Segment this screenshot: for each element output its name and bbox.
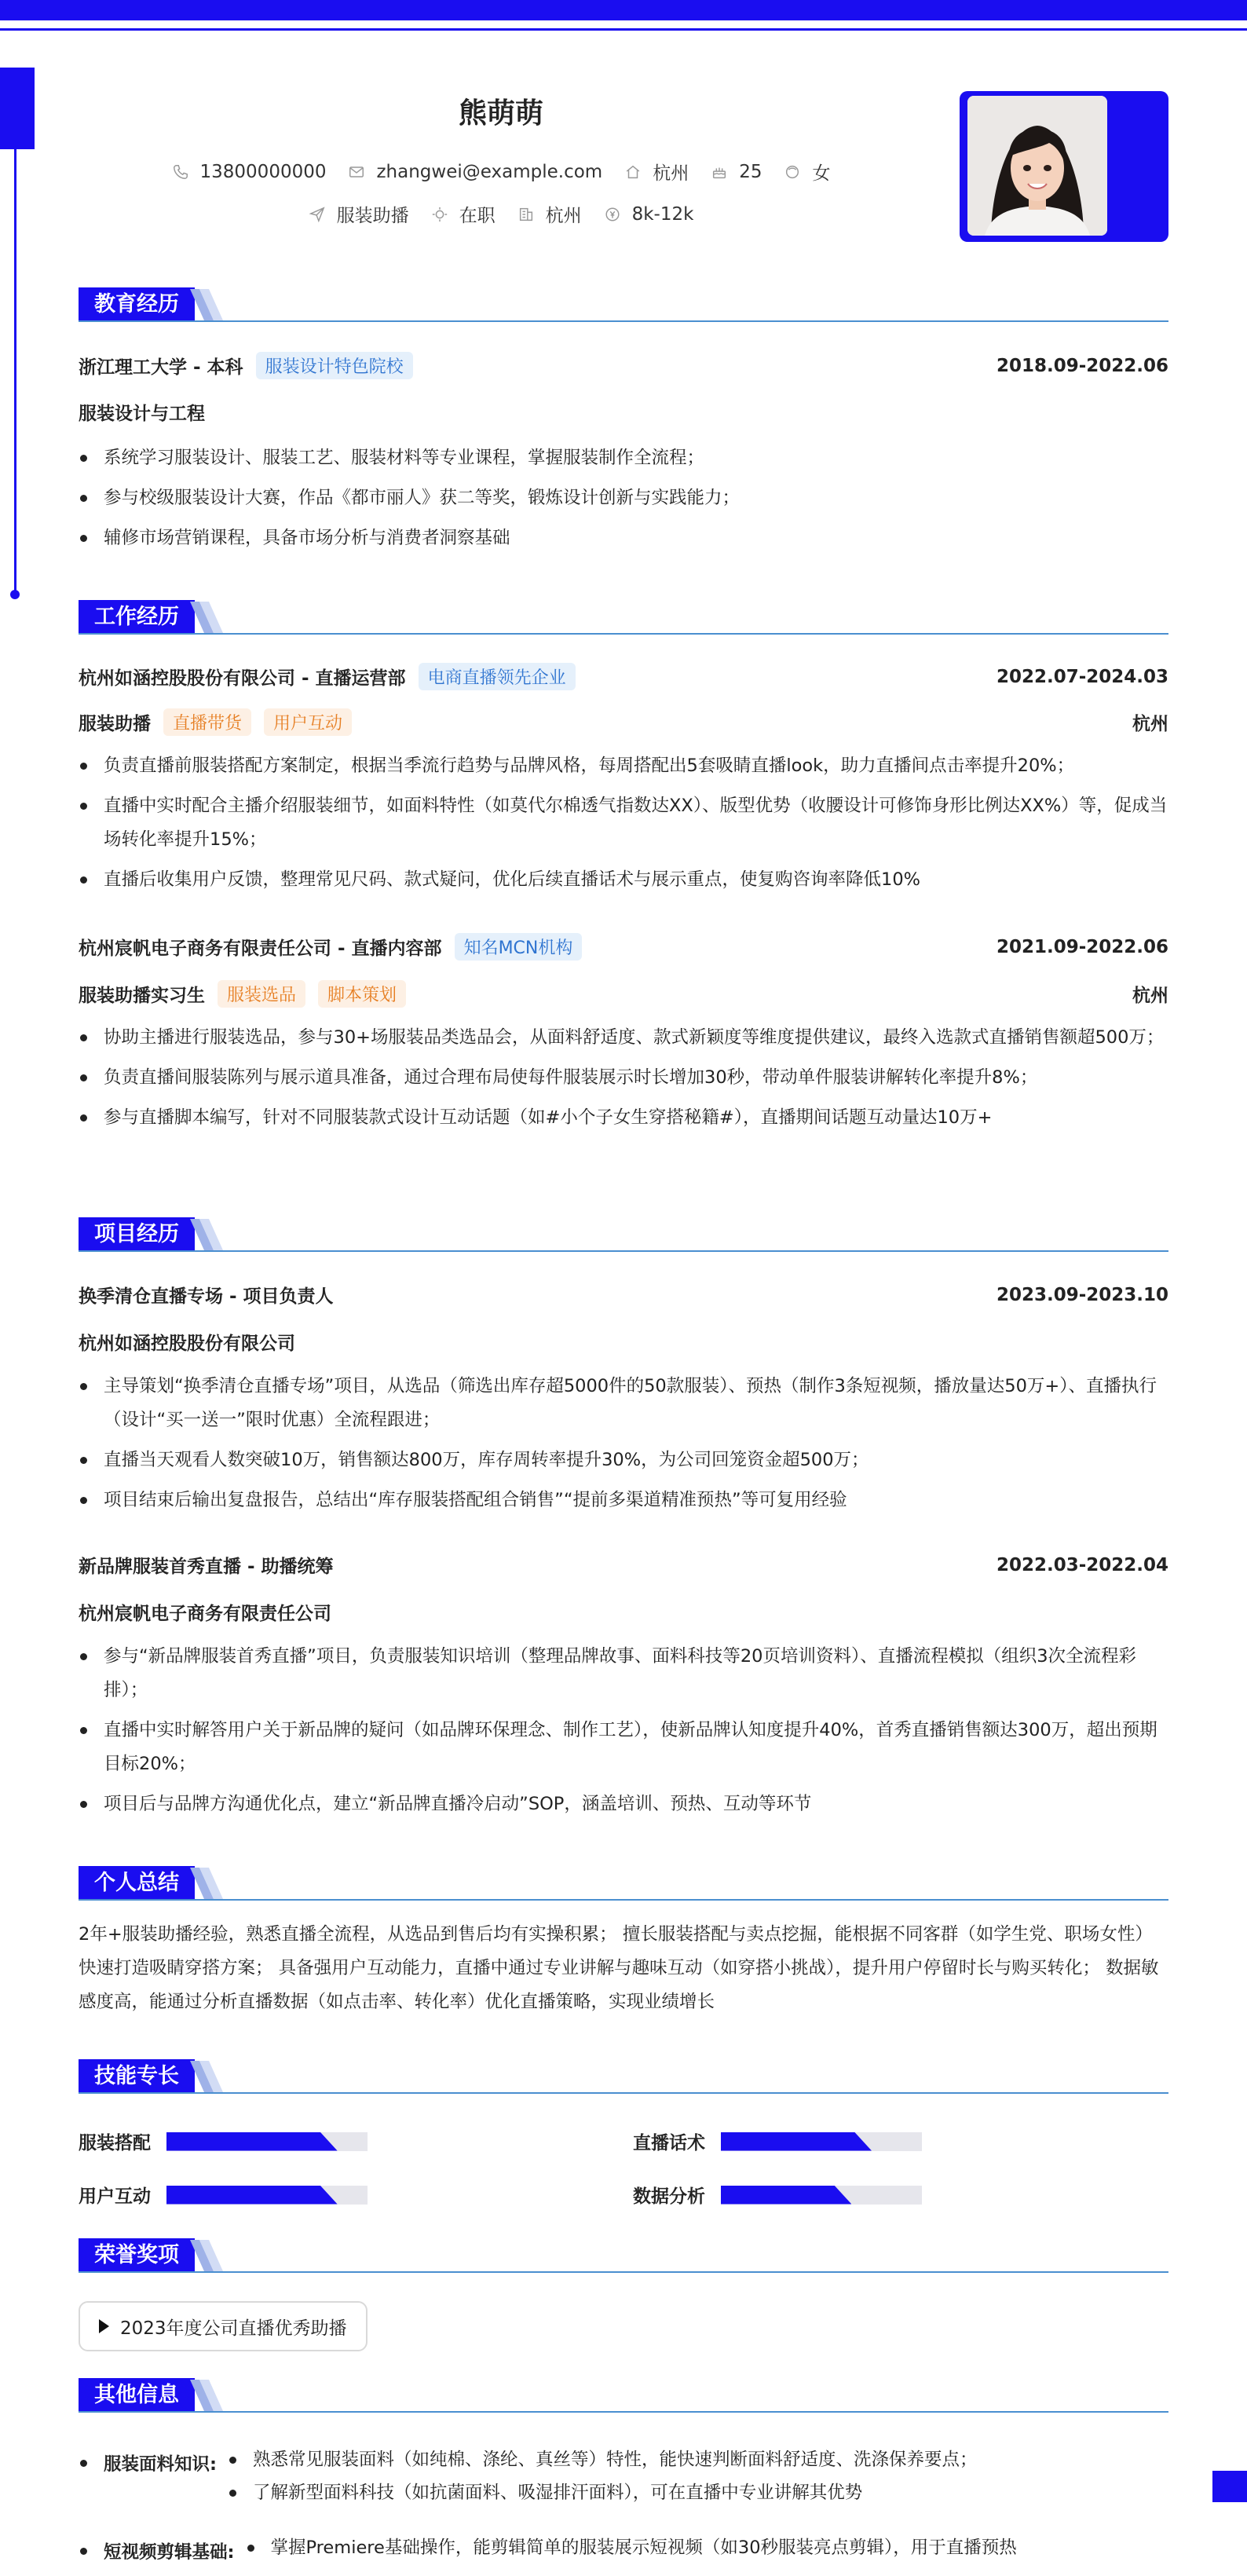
skill-fill [166, 2132, 338, 2151]
education-section [79, 287, 1168, 548]
list-item: 项目结束后输出复盘报告，总结出“库存服装搭配组合销售”“提前多渠道精准预热”等可复用经验 [79, 1484, 1168, 1517]
projects-section-title: 项目经历 [79, 1217, 195, 1252]
skills-section [79, 2059, 1168, 2207]
triangle-right-icon [99, 2319, 109, 2333]
list-item: 参与直播脚本编写，针对不同服装款式设计互动话题（如#小个子女生穿搭秘籍#），直播期间话题互动量达10万+ [79, 1101, 1168, 1135]
work-1-period: 2022.07-2024.03 [996, 666, 1168, 687]
left-accent-dot [10, 590, 20, 599]
phone-icon [172, 163, 189, 181]
other-info-list [246, 2538, 1017, 2568]
project-2-org-row [79, 1599, 1168, 1625]
project-1-title: 换季清仓直播专场 - 项目负责人 [79, 1286, 334, 1307]
gender-info [784, 159, 830, 185]
work-2-company: 杭州宸帆电子商务有限责任公司 - 直播内容部 [79, 939, 442, 959]
project-1-bullets [79, 1370, 1168, 1517]
projects-section-header [79, 1217, 1168, 1252]
candidate-name: 熊萌萌 [458, 97, 543, 130]
profile-photo [967, 96, 1107, 236]
project-2-org: 杭州宸帆电子商务有限责任公司 [79, 1604, 331, 1624]
other-info-video [79, 2538, 1168, 2568]
job-target-info [309, 201, 409, 227]
skill-item [633, 2128, 922, 2154]
projects-section [79, 1217, 1168, 1814]
honors-section [79, 2238, 1168, 2339]
summary-section-header [79, 1866, 1168, 1901]
project-1-period: 2023.09-2023.10 [996, 1284, 1168, 1305]
phone-info [172, 162, 327, 182]
photo-frame [960, 91, 1168, 242]
work-2-bullets [79, 1021, 1168, 1135]
major-row [79, 399, 1168, 425]
section-divider [79, 2411, 1168, 2413]
project-2-title: 新品牌服装首秀直播 - 助播统筹 [79, 1557, 334, 1577]
skill-item [79, 2182, 368, 2208]
work-1-company-tag: 电商直播领先企业 [419, 663, 576, 690]
gender-text: 女 [812, 163, 831, 184]
section-divider [79, 2092, 1168, 2094]
home-icon [624, 163, 642, 181]
list-item: 了解新型面料科技（如抗菌面料、吸湿排汗面料），可在直播中专业讲解其优势 [228, 2472, 978, 2513]
work-1-role-tag: 直播带货 [163, 708, 251, 736]
school-tag: 服装设计特色院校 [256, 352, 413, 379]
summary-section [79, 1866, 1168, 2012]
other-info-label: 短视频剪辑基础: [79, 2538, 235, 2568]
section-divider [79, 1899, 1168, 1901]
list-item: 参与校级服装设计大赛，作品《都市丽人》获二等奖，锻炼设计创新与实践能力； [79, 481, 1168, 515]
skill-label: 服装搭配 [79, 2133, 151, 2153]
education-period: 2018.09-2022.06 [996, 355, 1168, 376]
left-accent-line [14, 149, 16, 593]
skill-track [166, 2132, 368, 2151]
building-icon [517, 206, 535, 223]
right-accent-block [1212, 2471, 1247, 2502]
salary-text: 8k-12k [631, 203, 694, 225]
project-2-period: 2022.03-2022.04 [996, 1554, 1168, 1575]
status-text: 在职 [459, 206, 496, 226]
target-city-info [517, 201, 582, 227]
job-target-text: 服装助播 [336, 206, 409, 226]
age-text: 25 [739, 161, 762, 182]
work-2-city: 杭州 [1132, 986, 1168, 1006]
section-divider [79, 633, 1168, 635]
work-2-role: 服装助播实习生 [79, 986, 205, 1006]
list-item: 直播后收集用户反馈，整理常见尺码、款式疑问，优化后续直播话术与展示重点，使复购咨询率降低10% [79, 863, 1168, 897]
work-section [79, 600, 1168, 1128]
school-name: 浙江理工大学 - 本科 [79, 357, 243, 378]
section-tail-decoration [190, 600, 225, 635]
skill-item [79, 2128, 368, 2154]
section-divider [79, 2271, 1168, 2273]
skill-track [721, 2186, 922, 2205]
list-item: 主导策划“换季清仓直播专场”项目，从选品（筛选出库存超5000件的50款服装）、预热（制作3条短视频，播放量达50万+）、直播执行（设计“买一送一”限时优惠）全流程跟进； [79, 1370, 1168, 1437]
project-2-header-row [79, 1552, 1168, 1578]
city-text: 杭州 [653, 163, 689, 184]
phone-text: 13800000000 [199, 161, 327, 182]
list-item: 辅修市场营销课程，具备市场分析与消费者洞察基础 [79, 521, 1168, 555]
job-info-row [118, 201, 884, 227]
work-2-company-tag: 知名MCN机构 [455, 933, 583, 961]
top-accent-bar [0, 0, 1247, 20]
other-section [79, 2378, 1168, 2563]
honors-section-header [79, 2238, 1168, 2273]
list-item: 负责直播间服装陈列与展示道具准备，通过合理布局使每件服装展示时长增加30秒，带动单件服装讲解转化率提升8%； [79, 1061, 1168, 1095]
portrait-illustration [967, 96, 1107, 236]
skill-fill [166, 2186, 338, 2205]
other-section-header [79, 2378, 1168, 2413]
other-info-fabric [79, 2450, 1168, 2513]
project-1-org: 杭州如涵控股股份有限公司 [79, 1334, 295, 1354]
salary-icon [604, 206, 621, 223]
work-1-role-tag: 用户互动 [264, 708, 352, 736]
other-info-list [228, 2450, 978, 2513]
education-header-row [79, 352, 1168, 379]
skills-section-header [79, 2059, 1168, 2094]
email-text: zhangwei@example.com [376, 161, 603, 182]
other-section-title: 其他信息 [79, 2378, 195, 2413]
skill-label: 用户互动 [79, 2186, 151, 2207]
target-city-text: 杭州 [545, 206, 582, 226]
other-info-label: 服装面料知识: [79, 2450, 217, 2513]
list-item: 直播中实时配合主播介绍服装细节，如面料特性（如莫代尔棉透气指数达XX）、版型优势（收腰设计可修饰身形比例达XX%）等，促成当场转化率提升15%； [79, 789, 1168, 857]
list-item: 掌握Premiere基础操作，能剪辑简单的服装展示短视频（如30秒服装亮点剪辑），用于直播预热 [246, 2527, 1017, 2568]
section-tail-decoration [190, 2238, 225, 2273]
mail-icon [348, 163, 365, 181]
section-divider [79, 320, 1168, 322]
skill-item [633, 2182, 922, 2208]
skill-label: 直播话术 [633, 2133, 705, 2153]
age-info [711, 162, 762, 182]
skill-track [721, 2132, 922, 2151]
work-2-role-tag: 服装选品 [218, 980, 305, 1008]
work-1-city: 杭州 [1132, 714, 1168, 734]
work-2-header-row [79, 933, 1168, 961]
summary-text: 2年+服装助播经验，熟悉直播全流程，从选品到售后均有实操积累； 擅长服装搭配与卖点挖掘，能根据不同客群（如学生党、职场女性）快速打造吸睛穿搭方案； 具备强用户互动能力，直播中通过专业讲解与趣味互动（如穿搭小挑战），提升用户停留时长与购买转化； 数据敏感度高，能通过分析直播数据（如点击率、转化率）优化直播策略，实现业绩增长 [79, 1924, 1159, 2012]
project-2-bullets [79, 1640, 1168, 1821]
list-item: 负责直播前服装搭配方案制定，根据当季流行趋势与品牌风格，每周搭配出5套吸睛直播look，助力直播间点击率提升20%； [79, 749, 1168, 783]
salary-info [604, 204, 694, 225]
work-1-company: 杭州如涵控股股份有限公司 - 直播运营部 [79, 668, 406, 689]
skill-fill [721, 2132, 872, 2151]
section-tail-decoration [190, 2059, 225, 2094]
work-1-role: 服装助播 [79, 714, 151, 734]
honors-section-title: 荣誉奖项 [79, 2238, 195, 2273]
work-2-role-tag: 脚本策划 [318, 980, 406, 1008]
work-2-period: 2021.09-2022.06 [996, 936, 1168, 957]
cake-icon [711, 163, 728, 181]
status-icon [431, 206, 448, 223]
send-icon [309, 206, 326, 223]
top-accent-line [0, 28, 1247, 31]
contact-info-row [118, 159, 884, 185]
list-item: 协助主播进行服装选品，参与30+场服装品类选品会，从面料舒适度、款式新颖度等维度提供建议，最终入选款式直播销售额超500万； [79, 1021, 1168, 1055]
work-1-bullets [79, 749, 1168, 897]
major-name: 服装设计与工程 [79, 404, 205, 424]
work-1-header-row [79, 663, 1168, 690]
award-item[interactable] [79, 2301, 368, 2351]
status-info [431, 201, 496, 227]
left-accent-block [0, 68, 35, 149]
project-1-header-row [79, 1282, 1168, 1308]
city-info [624, 159, 689, 185]
list-item: 熟悉常见服装面料（如纯棉、涤纶、真丝等）特性，能快速判断面料舒适度、洗涤保养要点； [228, 2439, 978, 2480]
project-1-org-row [79, 1329, 1168, 1355]
award-label: 2023年度公司直播优秀助播 [120, 2318, 347, 2339]
summary-section-title: 个人总结 [79, 1866, 195, 1901]
skills-section-title: 技能专长 [79, 2059, 195, 2094]
skill-track [166, 2186, 368, 2205]
section-tail-decoration [190, 1866, 225, 1901]
section-divider [79, 1250, 1168, 1252]
skill-fill [721, 2186, 851, 2205]
gender-icon [784, 163, 801, 181]
list-item: 直播当天观看人数突破10万，销售额达800万，库存周转率提升30%，为公司回笼资金超500万； [79, 1444, 1168, 1477]
list-item: 项目后与品牌方沟通优化点，建立“新品牌直播冷启动”SOP，涵盖培训、预热、互动等环节 [79, 1787, 1168, 1821]
list-item: 参与“新品牌服装首秀直播”项目，负责服装知识培训（整理品牌故事、面料科技等20页培训资料）、直播流程模拟（组织3次全流程彩排）； [79, 1640, 1168, 1707]
skill-label: 数据分析 [633, 2186, 705, 2207]
work-1-role-row [79, 708, 1168, 736]
section-tail-decoration [190, 2378, 225, 2413]
list-item: 直播中实时解答用户关于新品牌的疑问（如品牌环保理念、制作工艺），使新品牌认知度提升40%，首秀直播销售额达300万，超出预期目标20%； [79, 1714, 1168, 1781]
education-section-header [79, 287, 1168, 322]
email-info [348, 162, 602, 182]
list-item: 系统学习服装设计、服装工艺、服装材料等专业课程，掌握服装制作全流程； [79, 441, 1168, 475]
education-section-title: 教育经历 [79, 287, 195, 322]
education-bullets [79, 441, 1168, 555]
section-tail-decoration [190, 287, 225, 322]
section-tail-decoration [190, 1217, 225, 1252]
work-section-header [79, 600, 1168, 635]
work-section-title: 工作经历 [79, 600, 195, 635]
work-2-role-row [79, 980, 1168, 1008]
